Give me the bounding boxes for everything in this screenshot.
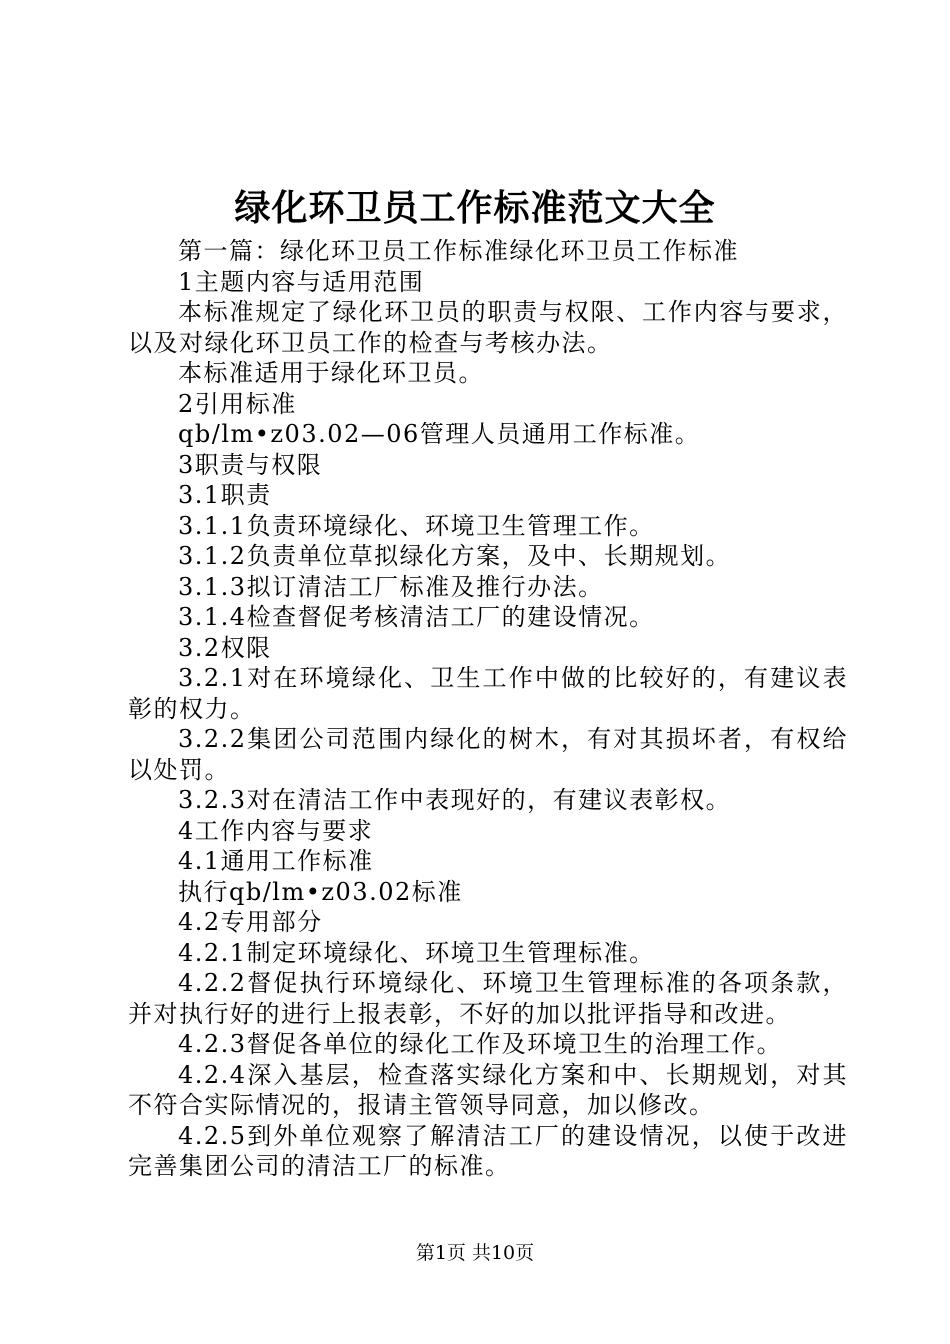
subsection-heading: 3.1职责 bbox=[178, 481, 272, 509]
paragraph: 4.2.2督促执行环境绿化、环境卫生管理标准的各项条款，并对执行好的进行上报表彰，不好的加以批评指导和改进。 bbox=[128, 969, 848, 1028]
page-number: 第1页 共10页 bbox=[415, 1242, 535, 1264]
subsection-heading: 4.1通用工作标准 bbox=[178, 847, 374, 875]
paragraph: qb/lm•z03.02—06管理人员通用工作标准。 bbox=[178, 420, 701, 448]
paragraph: 3.2.2集团公司范围内绿化的树木，有对其损坏者，有权给以处罚。 bbox=[128, 725, 848, 784]
subsection-heading: 4.2专用部分 bbox=[178, 908, 323, 936]
subsection-heading: 3.2权限 bbox=[178, 633, 272, 662]
paragraph: 3.2.3对在清洁工作中表现好的，有建议表彰权。 bbox=[178, 786, 732, 814]
paragraph: 执行qb/lm•z03.02标准 bbox=[178, 877, 463, 906]
paragraph: 4.2.1制定环境绿化、环境卫生管理标准。 bbox=[178, 938, 655, 967]
paragraph: 4.2.5到外单位观察了解清洁工厂的建设情况，以使于改进完善集团公司的清洁工厂的标准。 bbox=[128, 1121, 848, 1180]
document-title: 绿化环卫员工作标准范文大全 bbox=[234, 187, 716, 229]
section-heading: 1主题内容与适用范围 bbox=[178, 267, 425, 296]
paragraph: 4.2.4深入基层，检查落实绿化方案和中、长期规划，对其不符合实际情况的，报请主管领导同意，加以修改。 bbox=[128, 1060, 848, 1119]
paragraph: 本标准规定了绿化环卫员的职责与权限、工作内容与要求，以及对绿化环卫员工作的检查与考核办法。 bbox=[128, 298, 848, 357]
paragraph: 4.2.3督促各单位的绿化工作及环境卫生的治理工作。 bbox=[178, 1030, 783, 1058]
paragraph: 本标准适用于绿化环卫员。 bbox=[178, 359, 484, 387]
document-body bbox=[128, 236, 848, 1182]
paragraph: 3.1.1负责环境绿化、环境卫生管理工作。 bbox=[178, 511, 655, 540]
paragraph: 3.1.4检查督促考核清洁工厂的建设情况。 bbox=[178, 603, 655, 631]
section-heading: 2引用标准 bbox=[178, 389, 297, 418]
paragraph: 第一篇：绿化环卫员工作标准绿化环卫员工作标准 bbox=[178, 237, 739, 265]
paragraph: 3.1.2负责单位草拟绿化方案，及中、长期规划。 bbox=[178, 542, 732, 570]
section-heading: 4工作内容与要求 bbox=[178, 816, 374, 845]
paragraph: 3.1.3拟订清洁工厂标准及推行办法。 bbox=[178, 572, 604, 601]
paragraph: 3.2.1对在环境绿化、卫生工作中做的比较好的，有建议表彰的权力。 bbox=[128, 664, 848, 723]
section-heading: 3职责与权限 bbox=[178, 450, 323, 479]
